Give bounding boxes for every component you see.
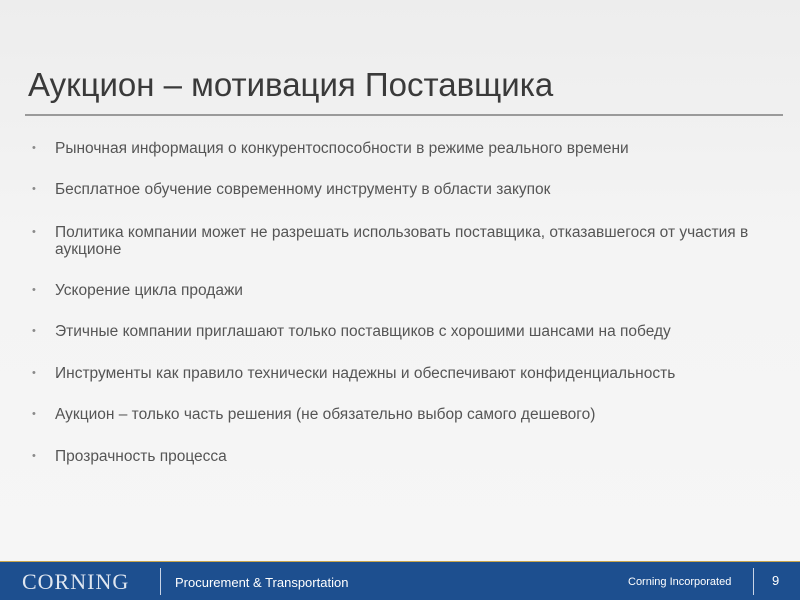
bullet-text: Рыночная информация о конкурентоспособности в режиме реального времени <box>55 140 629 157</box>
corning-logo: CORNING <box>22 569 130 594</box>
bullet-text: Ускорение цикла продажи <box>55 282 243 299</box>
bullet-text: Прозрачность процесса <box>55 448 227 465</box>
bullet-text: Этичные компании приглашают только поставщиков с хорошими шансами на победу <box>55 323 671 340</box>
bullet-item <box>32 224 772 258</box>
bullet-item <box>32 448 772 465</box>
bullet-item <box>32 406 772 423</box>
bullet-item <box>32 323 772 340</box>
bullet-text: Бесплатное обучение современному инструменту в области закупок <box>55 181 551 198</box>
bullet-glyph: • <box>32 325 36 337</box>
footer-company: Corning Incorporated <box>628 576 732 588</box>
footer-department: Procurement & Transportation <box>175 575 349 590</box>
bullet-text: Политика компании может не разрешать использовать поставщика, отказавшегося от участия в аукционе <box>55 224 749 258</box>
footer-divider <box>160 568 161 595</box>
page-number: 9 <box>772 573 780 588</box>
bullet-text: Аукцион – только часть решения (не обязательно выбор самого дешевого) <box>55 406 596 423</box>
footer-divider <box>753 568 754 595</box>
bullet-item <box>32 282 772 299</box>
bullet-glyph: • <box>32 142 36 154</box>
bullet-glyph: • <box>32 226 36 238</box>
bullet-item <box>32 140 772 157</box>
slide-title: Аукцион – мотивация Поставщика <box>28 66 554 103</box>
bullet-glyph: • <box>32 367 36 379</box>
bullet-text: Инструменты как правило технически надежны и обеспечивают конфиденциальность <box>55 365 676 382</box>
bullet-glyph: • <box>32 284 36 296</box>
bullet-item <box>32 181 772 198</box>
bullet-glyph: • <box>32 450 36 462</box>
bullet-item <box>32 365 772 382</box>
bullet-glyph: • <box>32 183 36 195</box>
title-divider <box>25 114 783 116</box>
bullet-glyph: • <box>32 408 36 420</box>
